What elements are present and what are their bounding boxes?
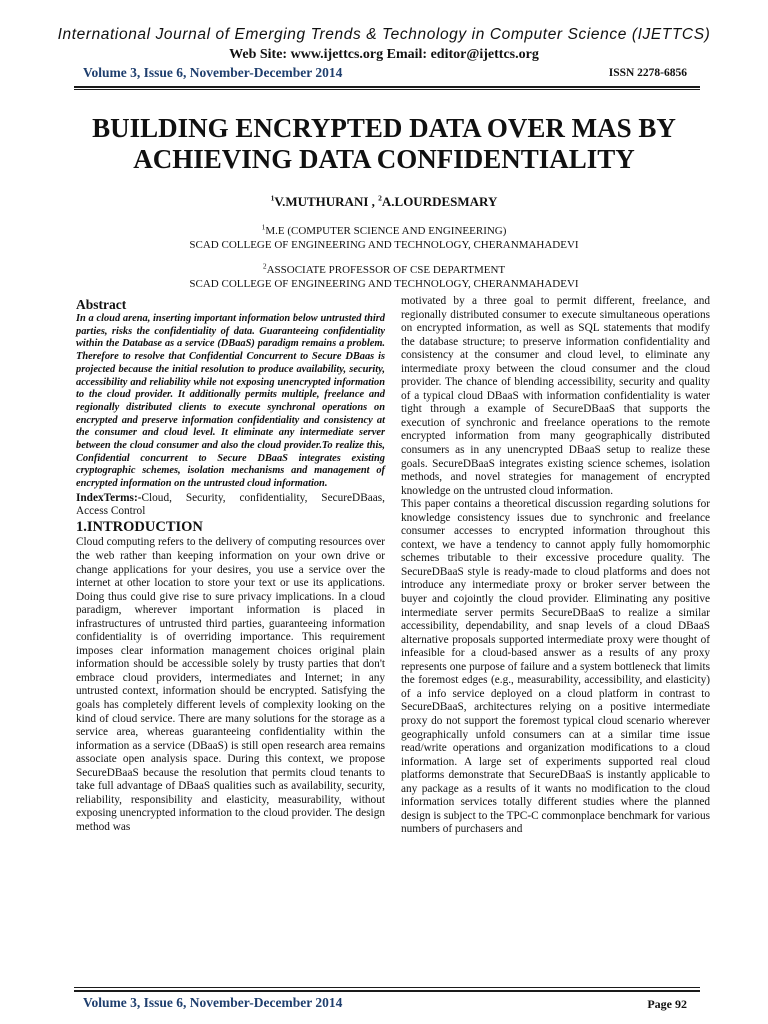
affiliation-2-sup: 2 [262,261,267,271]
intro-paragraph-2: motivated by a three goal to permit different, freelance, and regionally distributed consumer to execute simultaneous operations on encrypted information, as well as SQL statements that modify the database structure; to preserve information confidentiality and consistency at the consumer and cloud level, to eliminate any intermediate proxy between the cloud consumer and the cloud provider. The chance of blending accessibility, security and quality of a typical cloud DBaaS with information confidentiality is water tight through a example of SecureDBaaS that supports the execution of synchronic and freelance operations to the remote encrypted information from many geographically distributed consumers as in any unencrypted DBaaS setup to realize these goals. SecureDBaaS integrates existing science schemes, isolation methods, and novel strategies for management of encrypted knowledge on the untrusted cloud information. [401,295,710,497]
abstract-heading: Abstract [76,297,127,312]
author-1-sup: 1 [270,193,275,203]
affiliation-2 [0,261,768,291]
left-column [76,297,385,834]
author-2: A.LOURDESMARY [381,194,498,209]
page-number: Page 92 [647,997,687,1011]
footer [83,995,687,1011]
header-volume-row [83,65,687,81]
index-terms-text: Cloud, Security, confidentiality, SecureDBaas, Access Control [76,491,385,518]
paper-title: BUILDING ENCRYPTED DATA OVER MAS BY ACHIEVING DATA CONFIDENTIALITY [92,113,676,174]
intro-heading: 1.INTRODUCTION [76,519,203,536]
footer-rule [74,990,700,992]
affiliation-1-sup: 1 [261,222,266,232]
right-column [401,295,710,837]
journal-website: Web Site: www.ijettcs.org Email: editor@ijettcs.org [229,47,539,62]
authors [0,194,768,210]
author-1: V.MUTHURANI , [274,194,379,209]
index-terms [76,492,385,519]
footer-volume: Volume 3, Issue 6, November-December 2014 [83,995,343,1010]
index-terms-label: IndexTerms:- [76,491,142,504]
journal-name: International Journal of Emerging Trends & Technology in Computer Science (IJETTCS) [57,26,711,43]
intro-paragraph-3: This paper contains a theoretical discussion regarding solutions for knowledge consistency issues due to synchronic and freelance consumer accesses to encrypted information throughout this context, we have a tendency to cannot apply fully homomorphic schemes tributable to their excessive procedure quality. The SecureDBaaS style is ready-made to cloud platforms and does not introduce any intermediate proxy or broker server between the buyer and cojointly the cloud provider. Eliminating any positive intermediate server permits SecureDBaaS to realize a similar accessibility, dependability, and snap levels of a cloud DBaaS alternative proposals supported intermediate proxy were thought of infeasible for a cloud-based answer as a results of any proxy represents one purpose of failure and a system bottleneck that limits the foremost edges (e.g., measurability, accessibility, and elasticity) of a info service deployed on a cloud platform in contrast to SecureDBaaS, architectures relying on a positive intermediate proxy do not support the foremost typical cloud scenario wherever geographically unfold consumers can at a similar time issue read/write operations and organization modifications to a cloud information. A large set of experiments supported real cloud platforms demonstrate that SecureDBaaS is instantly applicable to any package as a results of it wants no modification to the cloud information services totally different studies where the planned design is subject to the TPC-C commonplace benchmark for various numbers of purchasers and [401,498,710,836]
affiliation-2-line1: ASSOCIATE PROFESSOR OF CSE DEPARTMENT [266,264,506,276]
affiliation-1 [0,222,768,252]
abstract-text: In a cloud arena, inserting important information below untrusted third parties, risks the confidentiality of data. Guaranteeing confidentiality within the Database as a service (DBaaS) paradigm remains a problem. Therefore to resolve that Confidential Concurrent to Secure DBaas is projected because the initial resolution to produce availability, security, accessibility and reliability while not exposing unencrypted information to the cloud provider. It additionally permits multiple, freelance and regionally distributed clients to execute synchronal operations on encrypted and preserve information confidentiality and consistency at the consumer and cloud level. It eliminate any intermediate server between the cloud consumer and also the cloud provider.To realize this, Confidential concurrent to Secure DBaaS integrates existing cryptographic schemes, isolation mechanisms and management of encrypted information on the untrusted cloud information. [76,313,385,490]
header-issn: ISSN 2278-6856 [608,67,687,79]
affiliation-1-line1: M.E (COMPUTER SCIENCE AND ENGINEERING) [265,225,507,237]
header-volume: Volume 3, Issue 6, November-December 2014 [83,65,343,80]
header-rule-thin [74,89,700,90]
header-rule [74,86,700,88]
author-2-sup: 2 [378,193,382,203]
intro-paragraph-1: Cloud computing refers to the delivery of computing resources over the web rather than keeping information on your own drive or change applications for your desires, you use a service over the internet at other location to store your text or use its applications. Doing thus could give rise to sure privacy implications. In a cloud paradigm, wherever important information is placed in infrastructures of untrusted third parties, guaranteeing information confidentiality is of overriding importance. This requirement imposes clear information management choices original plain information should be accessible solely by trusty parties that don't embrace cloud providers, intermediates and Internet; in any untrusted context, information should be encrypted. Satisfying the goals has completely different levels of complexity looking on the kind of cloud service. There are many solutions for the storage as a service area, whereas guaranteeing confidentiality within the information as a service (DBaaS) is still open research area remains associate open analysis space. During this context, we propose SecureDBaaS because the resolution that permits cloud tenants to take full advantage of DBaaS qualities such as availability, security, reliability, responsibility and elasticity, measurability, without exposing unencrypted information to the cloud provider. The design method was [76,536,385,833]
footer-rule-thin [74,987,700,988]
affiliation-1-line2: SCAD COLLEGE OF ENGINEERING AND TECHNOLOGY, CHERANMAHADEVI [189,238,579,251]
affiliation-2-line2: SCAD COLLEGE OF ENGINEERING AND TECHNOLOGY, CHERANMAHADEVI [189,277,579,290]
